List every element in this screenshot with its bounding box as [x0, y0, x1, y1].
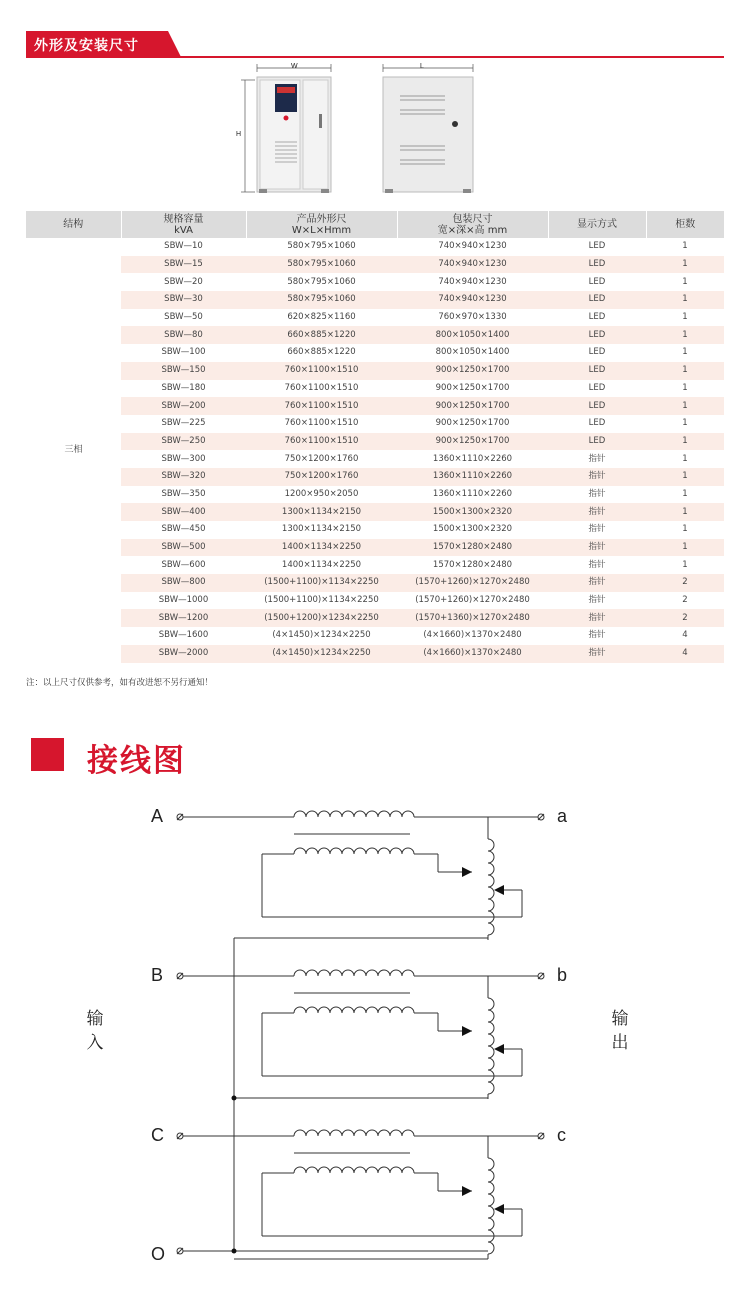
package-cell: 1500×1300×2320 [397, 503, 548, 521]
table-row [26, 397, 724, 415]
cabinet-count-cell: 1 [646, 503, 724, 521]
display-cell: 指针 [548, 503, 646, 521]
cabinet-count-cell: 1 [682, 382, 688, 393]
dimension-cell: 1400×1134×2250 [281, 559, 362, 570]
display-cell: 指针 [548, 468, 646, 486]
cabinet-count-cell: 2 [646, 609, 724, 627]
dimension-cell: (1500+1100)×1134×2250 [264, 595, 379, 606]
cabinet-count-cell: 1 [682, 241, 688, 252]
display-cell: LED [548, 256, 646, 274]
table-row [26, 326, 724, 344]
table-row [26, 433, 724, 451]
cabinet-count-cell: 1 [682, 453, 688, 464]
model-cell: SBW—600 [161, 559, 206, 570]
table-row [26, 238, 724, 256]
table-row [26, 468, 724, 486]
dimension-cell: (4×1450)×1234×2250 [246, 645, 397, 663]
table-row [26, 609, 724, 627]
model-cell: SBW—2000 [121, 645, 246, 663]
model-cell: SBW—15 [121, 256, 246, 274]
display-cell: LED [548, 291, 646, 309]
model-cell: SBW—250 [121, 433, 246, 451]
table-header-row [26, 211, 724, 238]
package-cell: 800×1050×1400 [435, 347, 510, 358]
phase-c [177, 1130, 544, 1259]
display-cell: 指针 [588, 524, 606, 535]
model-cell: SBW—400 [121, 503, 246, 521]
display-cell: 指针 [588, 559, 606, 570]
cabinet-count-cell: 4 [682, 630, 688, 641]
model-cell: SBW—180 [161, 382, 206, 393]
package-cell: 740×940×1230 [438, 276, 507, 287]
dimension-cell: 580×795×1060 [246, 256, 397, 274]
header-dimensions: 产品外形尺 W×L×Hmm [246, 211, 397, 238]
dimension-cell: 760×1100×1510 [246, 433, 397, 451]
model-cell: SBW—300 [161, 453, 206, 464]
header-package: 包装尺寸 宽×深×高 mm [397, 211, 548, 238]
table-row [26, 574, 724, 592]
table-row [26, 503, 724, 521]
package-cell: (1570+1260)×1270×2480 [415, 595, 530, 606]
dim-h-label: H [236, 131, 242, 138]
table-row [26, 539, 724, 557]
package-cell: 1360×1110×2260 [432, 453, 513, 464]
display-cell: LED [548, 397, 646, 415]
display-cell: LED [588, 418, 606, 429]
table-row [26, 521, 724, 539]
cabinet-count-cell: 2 [646, 574, 724, 592]
cabinet-count-cell: 1 [682, 418, 688, 429]
header-cabinets: 柜数 [646, 211, 724, 238]
table-note: 注：以上尺寸仅供参考，如有改进恕不另行通知！ [26, 678, 214, 688]
section-marker [31, 738, 64, 771]
cabinet-count-cell: 1 [646, 397, 724, 415]
display-cell: 指针 [548, 609, 646, 627]
cabinet-count-cell: 1 [682, 312, 688, 323]
package-cell: 1360×1110×2260 [432, 488, 513, 499]
package-cell: (4×1660)×1370×2480 [397, 645, 548, 663]
model-cell: SBW—1000 [158, 595, 209, 606]
package-cell: 740×940×1230 [397, 291, 548, 309]
table-row [26, 309, 724, 327]
display-cell: 指针 [548, 539, 646, 557]
dimension-cell: 760×1100×1510 [246, 362, 397, 380]
dimension-cell: (1500+1100)×1134×2250 [246, 574, 397, 592]
output-terminal-a: a [557, 806, 568, 826]
dim-l-label: L [420, 63, 424, 70]
model-cell: SBW—100 [161, 347, 206, 358]
table-row [26, 362, 724, 380]
dimension-cell: 660×885×1220 [246, 326, 397, 344]
dimension-cell: 580×795×1060 [287, 241, 356, 252]
cabinet-count-cell: 1 [646, 291, 724, 309]
dimension-cell: (4×1450)×1234×2250 [272, 630, 371, 641]
cabinet-count-cell: 4 [646, 645, 724, 663]
display-cell: LED [548, 362, 646, 380]
package-cell: 900×1250×1700 [435, 382, 510, 393]
output-terminal-c: c [557, 1125, 566, 1145]
wiring-diagram [0, 790, 750, 1290]
dimension-cell: 620×825×1160 [287, 312, 356, 323]
cabinet-count-cell: 1 [682, 488, 688, 499]
display-cell: LED [588, 312, 606, 323]
cabinet-count-cell: 1 [646, 539, 724, 557]
dimension-cell: (1500+1200)×1234×2250 [246, 609, 397, 627]
display-cell: 指针 [588, 453, 606, 464]
cabinet-side-drawing [375, 62, 485, 197]
input-terminal-c: C [151, 1125, 164, 1145]
model-cell: SBW—200 [121, 397, 246, 415]
dimension-cell: 1300×1134×2150 [246, 503, 397, 521]
package-cell: (1570+1360)×1270×2480 [397, 609, 548, 627]
package-cell: 1360×1110×2260 [397, 468, 548, 486]
dimension-cell: 1200×950×2050 [284, 488, 359, 499]
table-row [26, 273, 724, 291]
table-row [26, 291, 724, 309]
dimension-cell: 760×1100×1510 [246, 397, 397, 415]
dimension-cell: 750×1200×1760 [284, 453, 359, 464]
display-cell: 指针 [548, 574, 646, 592]
dimension-cell: 1300×1134×2150 [281, 524, 362, 535]
display-cell: 指针 [588, 595, 606, 606]
package-cell: 740×940×1230 [438, 241, 507, 252]
cabinet-front-drawing [235, 62, 355, 197]
table-row [26, 450, 724, 468]
model-cell: SBW—350 [161, 488, 206, 499]
model-cell: SBW—1200 [121, 609, 246, 627]
model-cell: SBW—1600 [158, 630, 209, 641]
model-cell: SBW—450 [161, 524, 206, 535]
display-cell: 指针 [588, 488, 606, 499]
cabinet-count-cell: 1 [646, 256, 724, 274]
model-cell: SBW—800 [121, 574, 246, 592]
package-cell: 1500×1300×2320 [432, 524, 513, 535]
package-cell: 900×1250×1700 [397, 433, 548, 451]
dimension-cell: 760×1100×1510 [284, 418, 359, 429]
cabinet-count-cell: 1 [646, 433, 724, 451]
display-cell: 指针 [588, 630, 606, 641]
neutral-terminal-o: O [151, 1244, 166, 1264]
display-cell: LED [588, 347, 606, 358]
package-cell: (1570+1260)×1270×2480 [397, 574, 548, 592]
display-cell: LED [588, 382, 606, 393]
dimension-cell: 580×795×1060 [246, 291, 397, 309]
dimension-cell: 750×1200×1760 [246, 468, 397, 486]
package-cell: 800×1050×1400 [397, 326, 548, 344]
display-cell: LED [548, 326, 646, 344]
table-body [26, 238, 724, 663]
table-row [26, 380, 724, 398]
output-terminal-b: b [557, 965, 568, 985]
cabinet-count-cell: 2 [682, 595, 688, 606]
phase-b [177, 970, 544, 1099]
section-divider [26, 56, 724, 58]
display-cell: LED [548, 433, 646, 451]
package-cell: 740×940×1230 [397, 256, 548, 274]
model-cell: SBW—150 [121, 362, 246, 380]
model-cell: SBW—225 [161, 418, 206, 429]
header-display: 显示方式 [548, 211, 646, 238]
input-label: 输入 [86, 1009, 104, 1053]
package-cell: 1570×1280×2480 [397, 539, 548, 557]
display-cell: LED [588, 276, 606, 287]
display-cell: 指针 [548, 645, 646, 663]
phase-a [177, 811, 544, 940]
table-row [26, 556, 724, 574]
cabinet-count-cell: 1 [682, 276, 688, 287]
structure-cell: 三相 [26, 238, 121, 663]
section-title-dimensions [26, 31, 181, 57]
header-capacity: 规格容量 kVA [121, 211, 246, 238]
cabinet-count-cell: 1 [682, 347, 688, 358]
cabinet-count-cell: 1 [646, 468, 724, 486]
cabinet-count-cell: 1 [646, 326, 724, 344]
cabinet-count-cell: 1 [682, 559, 688, 570]
package-cell: (4×1660)×1370×2480 [423, 630, 522, 641]
model-cell: SBW—10 [164, 241, 203, 252]
section-title-text: 外形及安装尺寸 [34, 38, 139, 54]
dimension-cell: 580×795×1060 [287, 276, 356, 287]
table-row [26, 645, 724, 663]
header-structure: 结构 [26, 211, 121, 238]
dim-w-label: W [291, 63, 298, 70]
spec-table [26, 211, 724, 663]
table-row [26, 592, 724, 610]
model-cell: SBW—30 [121, 291, 246, 309]
model-cell: SBW—500 [121, 539, 246, 557]
model-cell: SBW—50 [164, 312, 203, 323]
dimension-cell: 660×885×1220 [287, 347, 356, 358]
output-label: 输出 [611, 1009, 629, 1053]
model-cell: SBW—20 [164, 276, 203, 287]
dimension-cell: 1400×1134×2250 [246, 539, 397, 557]
cabinet-count-cell: 1 [646, 362, 724, 380]
table-row [26, 627, 724, 645]
model-cell: SBW—80 [121, 326, 246, 344]
package-cell: 900×1250×1700 [435, 418, 510, 429]
table-row [26, 415, 724, 433]
package-cell: 1570×1280×2480 [432, 559, 513, 570]
display-cell: LED [588, 241, 606, 252]
input-terminal-b: B [151, 965, 164, 985]
package-cell: 760×970×1330 [438, 312, 507, 323]
input-terminal-a: A [151, 806, 164, 826]
model-cell: SBW—320 [121, 468, 246, 486]
table-row [26, 344, 724, 362]
package-cell: 900×1250×1700 [397, 397, 548, 415]
dimension-cell: 760×1100×1510 [284, 382, 359, 393]
package-cell: 900×1250×1700 [397, 362, 548, 380]
table-row [26, 486, 724, 504]
table-row [26, 256, 724, 274]
cabinet-count-cell: 1 [682, 524, 688, 535]
section-title-wiring: 接线图 [87, 743, 186, 779]
